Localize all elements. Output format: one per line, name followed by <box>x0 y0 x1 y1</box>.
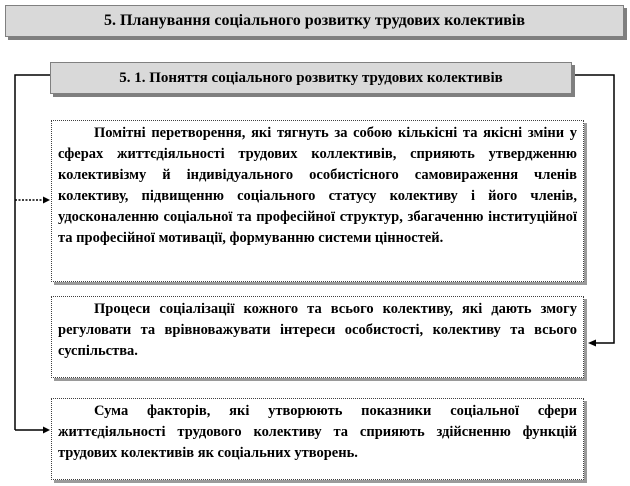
arrowhead-box1 <box>43 197 50 204</box>
definition-box-1 <box>51 120 584 282</box>
definition-box-2 <box>51 296 584 378</box>
definition-text-3: Сума факторів, які утворюють показники соціальної сфери життєдіяльності трудового колективу та сприяють здійсненню функцій трудових колективів як соціальних утворень. <box>58 403 577 461</box>
section-subtitle <box>50 62 572 94</box>
arrowhead-box3 <box>43 427 50 434</box>
definition-box-3 <box>51 398 584 480</box>
arrowhead-box2 <box>588 340 596 347</box>
page-title-text: 5. Планування соціального розвитку трудових колективів <box>103 12 526 29</box>
left-connector-line <box>15 75 50 430</box>
definition-text-1: Помітні перетворення, які тягнуть за собою кількісні та якісні зміни у сферах життєдіяльності трудових коллективів, сприяють утвердженню колективізму й індивідуального особистісного самовираження членів колективу, підвищенню соціального статусу колективу і його членів, удосконаленню соціальної та професійної структур, збагаченню інституційної та професійної мотивації, формуванню системи цінностей. <box>58 125 577 246</box>
page-title <box>5 5 624 37</box>
definition-text-2: Процеси соціалізації кожного та всього колективу, які дають змогу регуловати та врівноважувати інтереси особистості, колективу та всього суспільства. <box>58 301 577 359</box>
section-subtitle-text: 5. 1. Поняття соціального розвитку трудових колективів <box>119 69 503 86</box>
